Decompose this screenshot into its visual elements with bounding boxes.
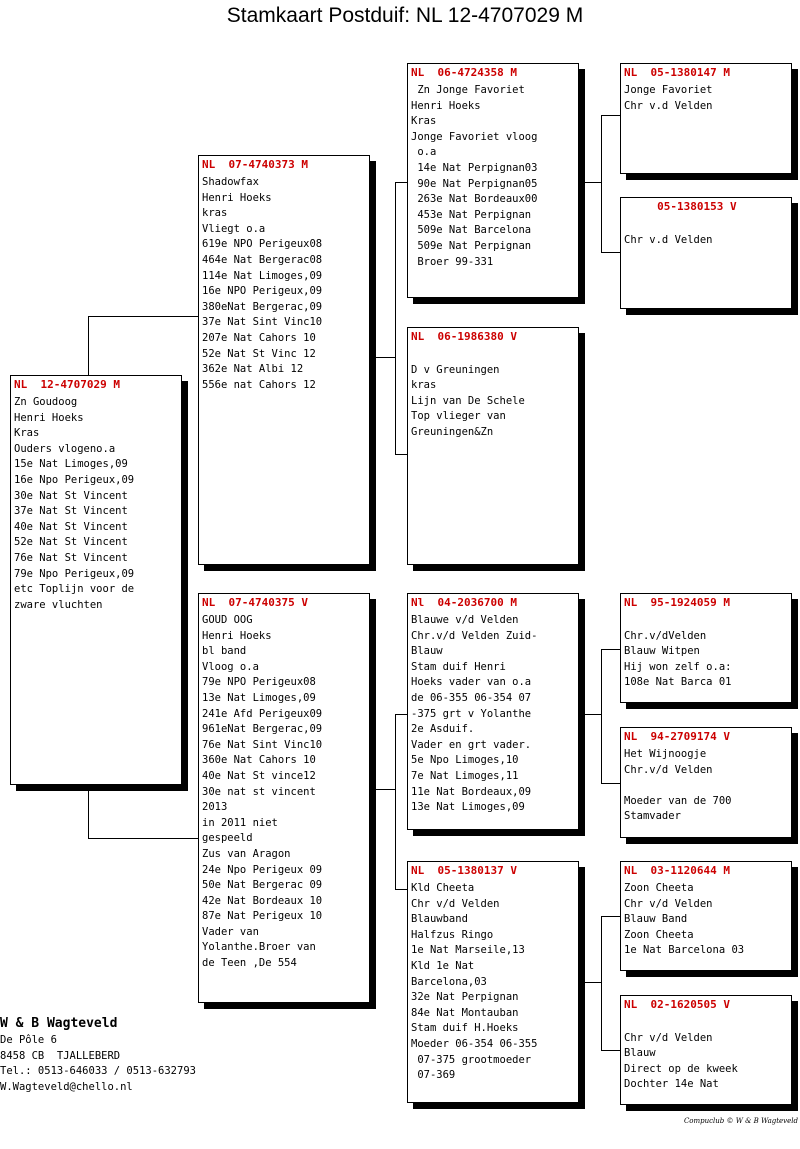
connector-line bbox=[395, 182, 396, 454]
bird-info-line: Blauwe v/d Velden bbox=[411, 614, 519, 626]
connector-line bbox=[601, 916, 620, 917]
bird-info-line: Vloog o.a bbox=[202, 660, 259, 673]
ring-number: NL 07-4740373 M bbox=[202, 158, 308, 171]
bird-info-line: Barcelona,03 bbox=[411, 975, 487, 988]
bird-info-line: Blauwband bbox=[411, 913, 468, 926]
bird-info-line: zware vluchten bbox=[14, 598, 103, 611]
bird-info-line: 37e Nat Sint Vinc10 bbox=[202, 316, 323, 329]
bird-info-line: Lijn van De Schele bbox=[411, 394, 525, 407]
bird-info-line: Henri Hoeks bbox=[202, 191, 272, 204]
bird-info-line: Kld 1e Nat bbox=[411, 959, 475, 972]
ring-number: NL 12-4707029 M bbox=[14, 378, 120, 391]
bird-info-line: 13e Nat Limoges,09 bbox=[411, 801, 525, 814]
bird-info-line: Moeder van de 700 bbox=[624, 794, 732, 807]
bird-info-line: Chr v/d Velden bbox=[624, 1031, 713, 1044]
bird-info-line: 16e Npo Perigeux,09 bbox=[14, 473, 135, 486]
bird-info-line: 40e Nat St Vincent bbox=[14, 520, 128, 533]
bird-info-line: 14e Nat Perpignan03 bbox=[411, 161, 538, 174]
connector-line bbox=[601, 1050, 620, 1051]
bird-info-line: 79e NPO Perigeux08 bbox=[202, 676, 316, 689]
bird-info-line: Hij won zelf o.a: bbox=[624, 660, 732, 673]
bird-info-line: 509e Nat Barcelona bbox=[411, 224, 532, 237]
bird-info-line: 37e Nat St Vincent bbox=[14, 505, 128, 518]
owner-address bbox=[0, 1015, 196, 1095]
connector-line bbox=[579, 182, 601, 183]
bird-info-line: Vliegt o.a bbox=[202, 222, 266, 235]
bird-card-sire bbox=[198, 155, 370, 565]
bird-info-line: 2013 bbox=[202, 801, 228, 814]
bird-info-line: Blauw Witpen bbox=[624, 645, 700, 658]
bird-info-line: 509e Nat Perpignan bbox=[411, 239, 532, 252]
ring-number: NL 03-1120644 M bbox=[624, 864, 730, 877]
connector-line bbox=[370, 789, 395, 790]
connector-line bbox=[579, 982, 601, 983]
connector-line bbox=[395, 182, 407, 183]
bird-info-line: 5e Npo Limoges,10 bbox=[411, 754, 519, 767]
bird-card-dam-sire bbox=[407, 593, 579, 830]
connector-line bbox=[601, 649, 602, 783]
bird-info-line: 52e Nat St Vinc 12 bbox=[202, 347, 316, 360]
connector-line bbox=[601, 115, 620, 116]
bird-info-line: o.a bbox=[411, 146, 437, 159]
bird-info-line: 1e Nat Barcelona 03 bbox=[624, 944, 745, 957]
footer-credit: Compuclub © W & B Wagteveld bbox=[683, 1117, 798, 1125]
bird-info-line: 360e Nat Cahors 10 bbox=[202, 754, 316, 767]
bird-info-line: 52e Nat St Vincent bbox=[14, 536, 128, 549]
bird-info-line: 2e Asduif. bbox=[411, 723, 475, 736]
ring-number: NL 05-1380137 V bbox=[411, 864, 517, 877]
ring-number: NL 06-1986380 V bbox=[411, 330, 517, 343]
bird-info-line: Henri Hoeks bbox=[14, 411, 84, 424]
connector-line bbox=[395, 714, 396, 889]
ring-number: 05-1380153 V bbox=[624, 200, 737, 213]
connector-line bbox=[601, 649, 620, 650]
bird-info-line: Vader van bbox=[202, 925, 259, 938]
bird-info-line: Chr v/d Velden bbox=[411, 897, 500, 910]
bird-info-line: de 06-355 06-354 07 bbox=[411, 691, 532, 704]
bird-info-line: 50e Nat Bergerac 09 bbox=[202, 879, 323, 892]
bird-info-line: 380eNat Bergerac,09 bbox=[202, 300, 323, 313]
bird-info-line: Henri Hoeks bbox=[411, 99, 481, 112]
bird-card-sire-dam bbox=[407, 327, 579, 565]
ring-number: Nl 04-2036700 M bbox=[411, 596, 517, 609]
bird-info-line: 16e NPO Perigeux,09 bbox=[202, 285, 323, 298]
connector-line bbox=[395, 714, 407, 715]
bird-info-line: 453e Nat Perpignan bbox=[411, 208, 532, 221]
bird-info-line: Ouders vlogeno.a bbox=[14, 442, 116, 455]
bird-info-line: Hoeks vader van o.a bbox=[411, 676, 532, 689]
bird-info-line: 30e Nat St Vincent bbox=[14, 489, 128, 502]
bird-info-line: Stamvader bbox=[624, 810, 681, 823]
bird-info-line: 40e Nat St vince12 bbox=[202, 769, 316, 782]
bird-info-line: etc Toplijn voor de bbox=[14, 583, 135, 596]
bird-info-line: Zn Goudoog bbox=[14, 396, 78, 408]
bird-info-line: Zoon Cheeta bbox=[624, 928, 694, 941]
bird-info-line: 556e nat Cahors 12 bbox=[202, 378, 316, 391]
bird-info-line: Blauw bbox=[624, 1047, 656, 1060]
bird-card-ds-sire bbox=[620, 593, 792, 703]
bird-info-line bbox=[624, 778, 788, 794]
bird-card-ds-dam bbox=[620, 727, 792, 838]
connector-line bbox=[601, 252, 620, 253]
bird-info-line: Dochter 14e Nat bbox=[624, 1078, 719, 1091]
connector-line bbox=[88, 316, 89, 376]
owner-address-line: W.Wagteveld@chello.nl bbox=[0, 1080, 133, 1093]
bird-info-line: 13e Nat Limoges,09 bbox=[202, 691, 316, 704]
bird-info-line: bl band bbox=[202, 645, 247, 658]
bird-info-line: 11e Nat Bordeaux,09 bbox=[411, 785, 532, 798]
bird-info-line: Stam duif H.Hoeks bbox=[411, 1022, 519, 1035]
bird-info-line bbox=[624, 613, 788, 629]
bird-info-line: 42e Nat Bordeaux 10 bbox=[202, 894, 323, 907]
bird-info-line: 24e Npo Perigeux 09 bbox=[202, 863, 323, 876]
bird-info-line: Jonge Favoriet bbox=[624, 84, 713, 96]
connector-line bbox=[88, 838, 198, 839]
bird-info-line: 108e Nat Barca 01 bbox=[624, 676, 732, 689]
bird-info-line: 619e NPO Perigeux08 bbox=[202, 238, 323, 251]
page-title: Stamkaart Postduif: NL 12-4707029 M bbox=[226, 4, 584, 27]
bird-info-line: Broer 99-331 bbox=[411, 255, 494, 268]
bird-info-line: GOUD OOG bbox=[202, 614, 253, 626]
bird-info-line: 241e Afd Perigeux09 bbox=[202, 707, 323, 720]
bird-info-line: in 2011 niet bbox=[202, 816, 278, 829]
bird-info-line: Kras bbox=[14, 427, 40, 440]
bird-info-line: Chr.v/d Velden bbox=[624, 763, 713, 776]
connector-line bbox=[395, 454, 407, 455]
bird-info-line: 32e Nat Perpignan bbox=[411, 991, 519, 1004]
bird-info-line: 76e Nat St Vincent bbox=[14, 551, 128, 564]
bird-card-ss-sire bbox=[620, 63, 792, 174]
bird-info-line: Chr v/d Velden bbox=[624, 897, 713, 910]
bird-info-line: 76e Nat Sint Vinc10 bbox=[202, 738, 323, 751]
connector-line bbox=[88, 316, 198, 317]
connector-line bbox=[601, 115, 602, 252]
bird-info-line: Top vlieger van bbox=[411, 410, 506, 423]
bird-info-line: Vader en grt vader. bbox=[411, 738, 532, 751]
bird-card-dd-sire bbox=[620, 861, 792, 971]
bird-info-line: Zus van Aragon bbox=[202, 847, 291, 860]
bird-info-line: Jonge Favoriet vloog bbox=[411, 130, 538, 143]
ring-number: NL 94-2709174 V bbox=[624, 730, 730, 743]
bird-card-subject bbox=[10, 375, 182, 785]
owner-address-line: Tel.: 0513-646033 / 0513-632793 bbox=[0, 1065, 196, 1077]
bird-info-line: Kras bbox=[411, 115, 437, 128]
bird-info-line: Blauw bbox=[411, 645, 443, 658]
connector-line bbox=[88, 785, 89, 838]
bird-info-line: Direct op de kweek bbox=[624, 1062, 738, 1075]
connector-line bbox=[601, 916, 602, 1050]
ring-number: NL 02-1620505 V bbox=[624, 998, 730, 1011]
bird-info-line: Kld Cheeta bbox=[411, 882, 475, 894]
bird-info-line: de Teen ,De 554 bbox=[202, 957, 297, 970]
bird-info-line: Blauw Band bbox=[624, 913, 688, 926]
bird-info-line: Stam duif Henri bbox=[411, 660, 506, 673]
bird-info-line: kras bbox=[202, 207, 228, 220]
bird-info-line: 362e Nat Albi 12 bbox=[202, 363, 304, 376]
ring-number: NL 05-1380147 M bbox=[624, 66, 730, 79]
bird-card-dam-dam bbox=[407, 861, 579, 1103]
bird-info-line bbox=[624, 1015, 788, 1031]
connector-line bbox=[370, 357, 395, 358]
bird-info-line: D v Greuningen bbox=[411, 363, 500, 376]
bird-card-dd-dam bbox=[620, 995, 792, 1105]
ring-number: NL 95-1924059 M bbox=[624, 596, 730, 609]
bird-info-line: 114e Nat Limoges,09 bbox=[202, 269, 323, 282]
bird-info-line: 87e Nat Perigeux 10 bbox=[202, 910, 323, 923]
connector-line bbox=[395, 889, 407, 890]
bird-card-dam bbox=[198, 593, 370, 1003]
connector-line bbox=[601, 783, 620, 784]
bird-info-line: 15e Nat Limoges,09 bbox=[14, 458, 128, 471]
bird-card-ss-dam bbox=[620, 197, 792, 309]
bird-info-line: Moeder 06-354 06-355 bbox=[411, 1037, 538, 1050]
bird-info-line: kras bbox=[411, 379, 437, 392]
bird-info-line: 79e Npo Perigeux,09 bbox=[14, 567, 135, 580]
bird-info-line: 07-369 bbox=[411, 1069, 456, 1082]
bird-info-line: Greuningen&Zn bbox=[411, 425, 494, 438]
bird-info-line: Halfzus Ringo bbox=[411, 928, 494, 941]
bird-info-line: Chr.v/dVelden bbox=[624, 629, 707, 642]
bird-card-sire-sire bbox=[407, 63, 579, 298]
owner-address-line: De Pôle 6 bbox=[0, 1034, 57, 1046]
bird-info-line: Henri Hoeks bbox=[202, 629, 272, 642]
bird-info-line: 84e Nat Montauban bbox=[411, 1006, 519, 1019]
owner-name: W & B Wagteveld bbox=[0, 1016, 118, 1031]
bird-info-line: 1e Nat Marseile,13 bbox=[411, 944, 525, 957]
bird-info-line: Shadowfax bbox=[202, 176, 259, 188]
bird-info-line: Chr v.d Velden bbox=[624, 233, 713, 246]
bird-info-line: 7e Nat Limoges,11 bbox=[411, 769, 519, 782]
ring-number: NL 07-4740375 V bbox=[202, 596, 308, 609]
bird-info-line: Zn Jonge Favoriet bbox=[411, 84, 525, 96]
bird-info-line: 90e Nat Perpignan05 bbox=[411, 177, 538, 190]
bird-info-line: 30e nat st vincent bbox=[202, 785, 316, 798]
bird-info-line: gespeeld bbox=[202, 832, 253, 845]
bird-info-line: Het Wijnoogje bbox=[624, 748, 707, 760]
bird-info-line: 464e Nat Bergerac08 bbox=[202, 253, 323, 266]
bird-info-line: Zoon Cheeta bbox=[624, 882, 694, 894]
ring-number: NL 06-4724358 M bbox=[411, 66, 517, 79]
bird-info-line bbox=[624, 217, 788, 233]
bird-info-line: Chr v.d Velden bbox=[624, 99, 713, 112]
bird-info-line bbox=[411, 347, 575, 363]
bird-info-line: -375 grt v Yolanthe bbox=[411, 707, 532, 720]
bird-info-line: 961eNat Bergerac,09 bbox=[202, 723, 323, 736]
bird-info-line: Yolanthe.Broer van bbox=[202, 941, 316, 954]
bird-info-line: Chr.v/d Velden Zuid- bbox=[411, 629, 538, 642]
owner-address-line: 8458 CB TJALLEBERD bbox=[0, 1049, 121, 1062]
connector-line bbox=[579, 714, 601, 715]
bird-info-line: 07-375 grootmoeder bbox=[411, 1053, 532, 1066]
bird-info-line: 263e Nat Bordeaux00 bbox=[411, 193, 538, 206]
bird-info-line: 207e Nat Cahors 10 bbox=[202, 331, 316, 344]
